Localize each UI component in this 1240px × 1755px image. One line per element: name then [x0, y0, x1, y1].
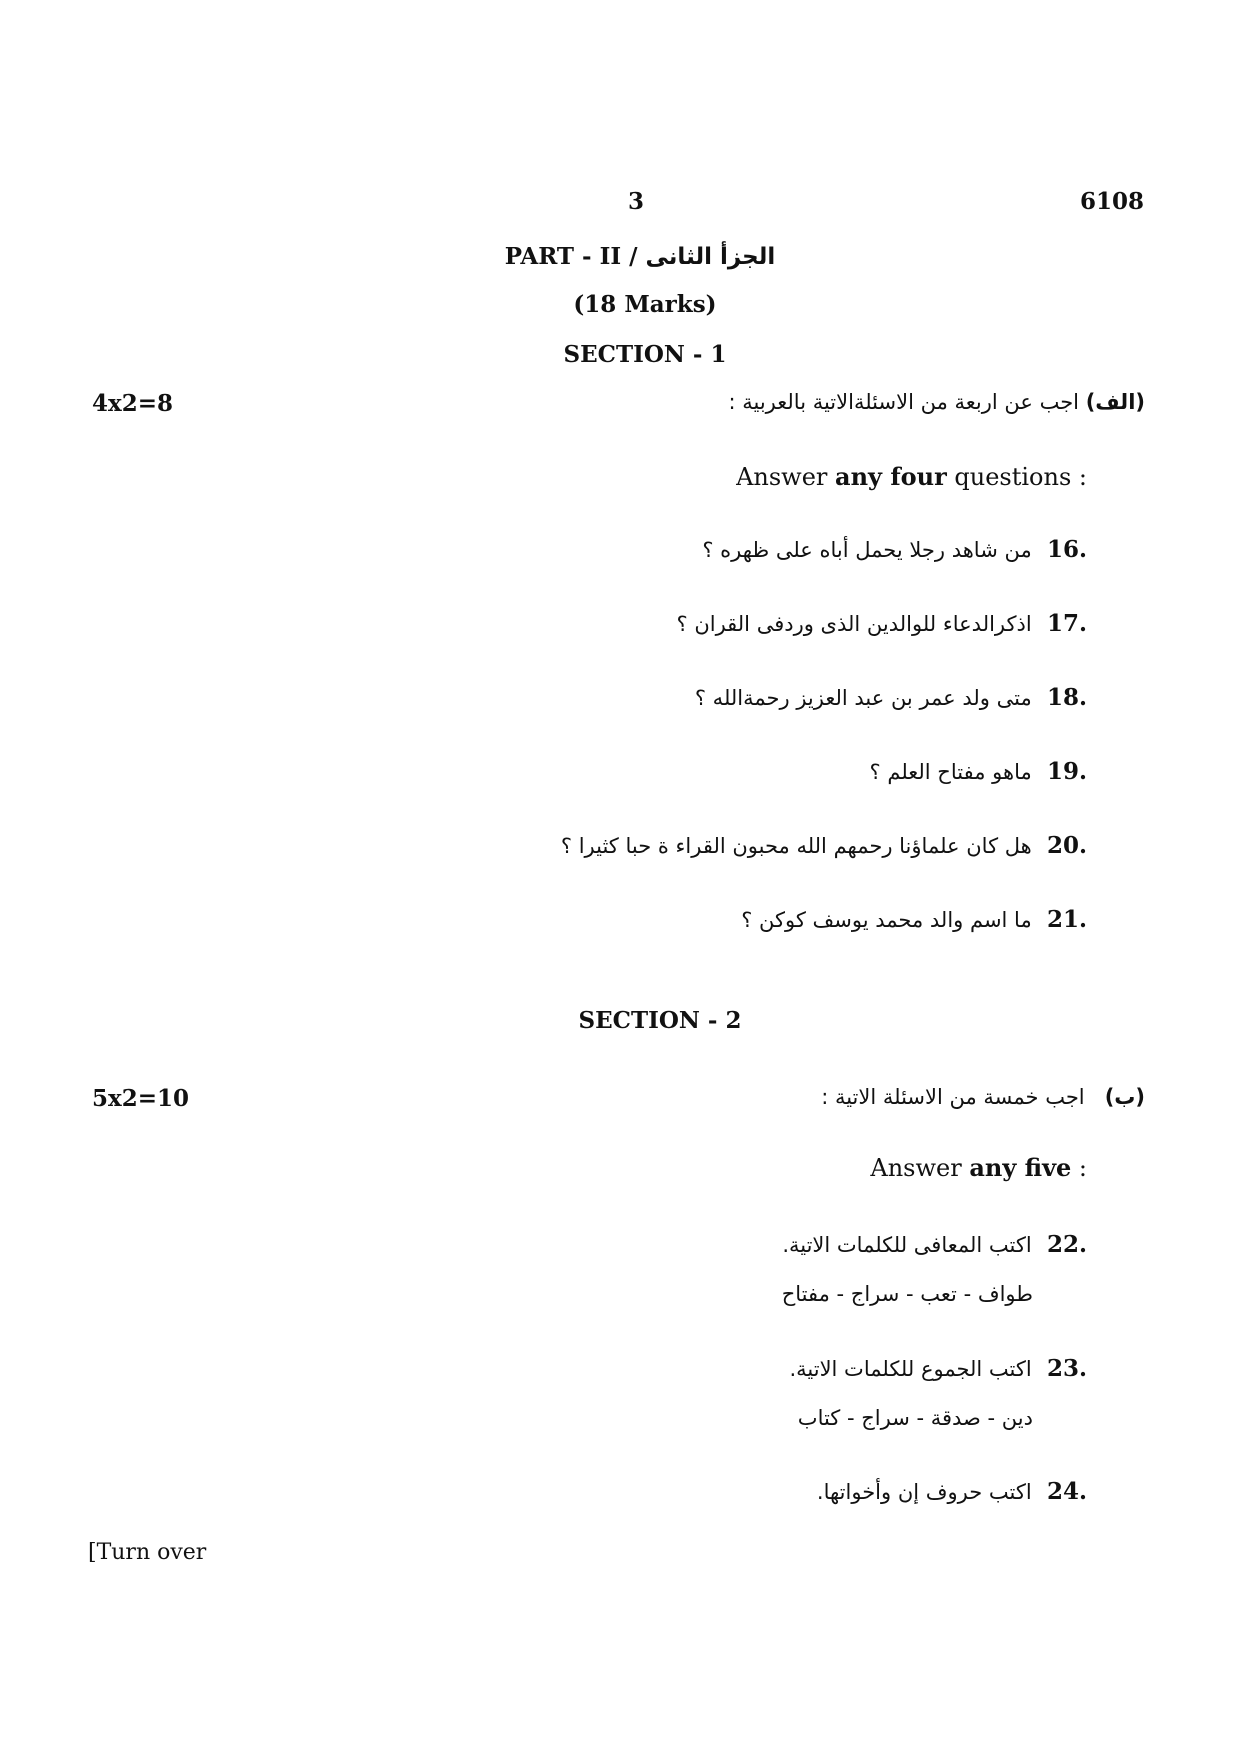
turn-over-note: [Turn over [88, 1540, 207, 1565]
section-2-instruction-ar: (ب) اجب خمسة من الاسئلة الاتية : [821, 1085, 1145, 1109]
question-22-words: طواف - تعب - سراج - مفتاح [781, 1282, 1033, 1306]
section-1-title: SECTION - 1 [563, 341, 727, 368]
marks-heading: (18 Marks) [573, 291, 717, 318]
section-1-instruction-ar: (الف) اجب عن اربعة من الاسئلةالاتية بالعربية : [728, 390, 1145, 414]
question-17: اذكرالدعاء للوالدين الذى وردفى القران ؟ 17. [676, 610, 1087, 637]
part-heading [505, 243, 776, 270]
section-1-instruction-en: Answer any four questions : [736, 462, 1087, 491]
part-en: PART - II / [504, 243, 638, 270]
question-16: من شاهد رجلا يحمل أباه على ظهره ؟ 16. [702, 536, 1087, 563]
question-23-words: دين - صدقة - سراج - كتاب [797, 1406, 1033, 1430]
question-19: ماهو مفتاح العلم ؟ 19. [869, 758, 1087, 785]
section-1-label-ar: (الف) [1085, 390, 1145, 414]
question-21: ما اسم والد محمد يوسف كوكن ؟ 21. [741, 906, 1087, 933]
question-20: هل كان علماؤنا رحمهم الله محبون القراء ة حبا كثيرا ؟ 20. [560, 832, 1087, 859]
question-18: متى ولد عمر بن عبد العزيز رحمةالله ؟ 18. [694, 684, 1087, 711]
paper-code: 6108 [1080, 188, 1145, 215]
page-number: 3 [628, 188, 645, 215]
section-2-label-ar: (ب) [1104, 1085, 1145, 1109]
section-2-marks: 5x2=10 [92, 1085, 189, 1112]
question-23: اكتب الجموع للكلمات الاتية. 23. [789, 1355, 1087, 1382]
part-ar: الجزأ الثانى [645, 244, 776, 270]
section-2-title: SECTION - 2 [578, 1007, 742, 1034]
question-22: اكتب المعافى للكلمات الاتية. 22. [782, 1231, 1087, 1258]
section-2-instruction-en: Answer any five : [870, 1153, 1087, 1182]
section-1-marks: 4x2=8 [92, 390, 173, 417]
question-24: اكتب حروف إن وأخواتها. 24. [816, 1478, 1087, 1505]
